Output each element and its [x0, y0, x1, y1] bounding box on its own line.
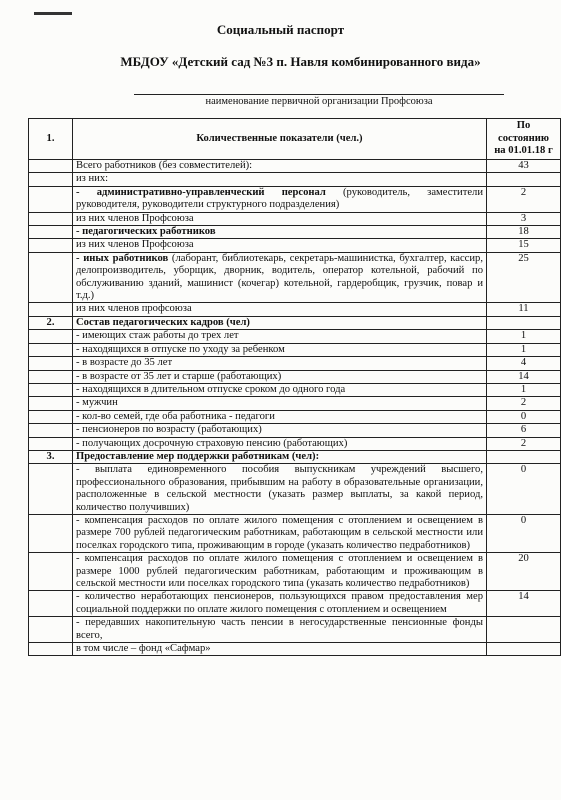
indicator-label: - мужчин: [76, 397, 118, 409]
row-number-cell: [29, 239, 73, 252]
indicator-label: - в возрасте от 35 лет и старше (работающих): [76, 370, 282, 382]
indicator-label: - находящихся в длительном отпуске сроком до одного года: [76, 383, 346, 395]
indicator-value: 2: [487, 186, 561, 212]
table-row: [29, 212, 561, 225]
table-row: [29, 514, 561, 552]
row-number-cell: [29, 397, 73, 410]
table-row: [29, 186, 561, 212]
table-row: [29, 437, 561, 450]
row-number-cell: [29, 212, 73, 225]
indicator-label: - количество неработающих пенсионеров, пользующихся правом предоставления мер социальной поддержки по оплате жилого помещения с отоплением и освещением: [76, 591, 483, 615]
indicator-category: - педагогических работников: [76, 226, 216, 238]
section-number: 2.: [29, 316, 73, 329]
indicator-value: 0: [487, 464, 561, 515]
indicator-value: [487, 173, 561, 186]
indicator-cell: [73, 437, 487, 450]
indicator-cell: [73, 343, 487, 356]
indicator-value: 20: [487, 553, 561, 591]
indicator-cell: [73, 617, 487, 643]
indicator-cell: [73, 357, 487, 370]
row-number-cell: [29, 186, 73, 212]
indicator-cell: [73, 212, 487, 225]
indicator-category: - административно-управленческий персонал: [76, 186, 326, 198]
org-name-line: [134, 93, 504, 95]
indicator-value: 25: [487, 252, 561, 303]
indicator-value: 1: [487, 383, 561, 396]
table-row: [29, 370, 561, 383]
indicator-label: - пенсионеров по возрасту (работающих): [76, 424, 262, 436]
section-title: Предоставление мер поддержки работникам (чел):: [73, 450, 487, 463]
indicator-cell: [73, 303, 487, 316]
indicator-value: 2: [487, 397, 561, 410]
indicator-value: 0: [487, 410, 561, 423]
indicator-cell: [73, 591, 487, 617]
indicator-label: - получающих досрочную страховую пенсию (работающих): [76, 437, 348, 449]
indicator-cell: [73, 239, 487, 252]
org-name-caption: наименование первичной организации Профсоюза: [205, 96, 433, 107]
indicator-value: 4: [487, 357, 561, 370]
indicator-label: - передавших накопительную часть пенсии в негосударственные пенсионные фонды всего,: [76, 617, 483, 641]
table-row: [29, 252, 561, 303]
indicator-label: из них членов Профсоюза: [76, 239, 194, 251]
row-number-cell: [29, 617, 73, 643]
indicator-label: в том числе – фонд «Сафмар»: [76, 643, 211, 655]
indicator-label: - находящихся в отпуске по уходу за ребенком: [76, 343, 285, 355]
indicator-label: - имеющих стаж работы до трех лет: [76, 330, 239, 342]
indicator-label: - компенсация расходов по оплате жилого помещения с отоплением и освещением в размере 700 рублей педагогическим работникам, работающим в сельской местности или поселках городского типа, проживающим в городе (указать количество педработников): [76, 514, 483, 551]
indicator-cell: [73, 464, 487, 515]
indicator-label: из них членов Профсоюза: [76, 212, 194, 224]
row-number-cell: [29, 330, 73, 343]
indicator-cell: [73, 383, 487, 396]
table-row: [29, 464, 561, 515]
indicator-cell: [73, 424, 487, 437]
header-state-line3: на 01.01.18 г: [494, 145, 553, 157]
indicator-value: 3: [487, 212, 561, 225]
indicator-value: 0: [487, 514, 561, 552]
indicator-cell: [73, 553, 487, 591]
table-row: [29, 343, 561, 356]
table-row: [29, 383, 561, 396]
table-row: [29, 591, 561, 617]
indicator-cell: [73, 160, 487, 173]
indicator-value: 6: [487, 424, 561, 437]
row-number-cell: [29, 514, 73, 552]
row-number-cell: [29, 553, 73, 591]
section-row: [29, 316, 561, 329]
indicator-cell: [73, 397, 487, 410]
row-number-cell: [29, 410, 73, 423]
indicator-value: 2: [487, 437, 561, 450]
indicator-value: 1: [487, 330, 561, 343]
indicator-value: 15: [487, 239, 561, 252]
indicator-cell: [73, 410, 487, 423]
table-row: [29, 173, 561, 186]
document-subtitle: МБДОУ «Детский сад №3 п. Навля комбинированного вида»: [120, 54, 481, 69]
indicator-value: [487, 617, 561, 643]
indicator-value: 14: [487, 370, 561, 383]
row-number-cell: [29, 383, 73, 396]
indicator-value: 1: [487, 343, 561, 356]
row-number-cell: [29, 437, 73, 450]
row-number-cell: [29, 370, 73, 383]
section-title: Состав педагогических кадров (чел): [73, 316, 487, 329]
row-number-cell: [29, 591, 73, 617]
social-passport-table: [28, 118, 561, 656]
indicator-cell: [73, 252, 487, 303]
header-state-line2: состоянию: [498, 132, 549, 144]
row-number-cell: [29, 160, 73, 173]
section-row: [29, 450, 561, 463]
indicator-cell: [73, 173, 487, 186]
header-number: 1.: [29, 119, 73, 160]
indicator-label: (руководитель, заместители руководителя, руководители структурного подразделения): [76, 186, 483, 211]
table-row: [29, 410, 561, 423]
scan-artifact: [34, 12, 72, 15]
indicator-value: 14: [487, 591, 561, 617]
indicator-label: из них членов профсоюза: [76, 303, 192, 315]
row-number-cell: [29, 357, 73, 370]
document-title: Социальный паспорт: [216, 22, 345, 37]
indicator-cell: [73, 514, 487, 552]
row-number-cell: [29, 303, 73, 316]
table-row: [29, 617, 561, 643]
header-indicators: Количественные показатели (чел.): [73, 119, 487, 160]
table-row: [29, 160, 561, 173]
table-row: [29, 330, 561, 343]
indicator-label: (лаборант, библиотекарь, секретарь-машинистка, бухгалтер, кассир, делопроизводитель, уборщик, дворник, водитель, оператор котельной, рабочий по обслуживанию зданий, машинист (кочегар) котельной, гардеробщик, грузчик, повар и т.д.): [76, 252, 483, 302]
header-state-date: [487, 119, 561, 160]
row-number-cell: [29, 464, 73, 515]
indicator-label: - выплата единовременного пособия выпускникам учреждений высшего, профессионального образования, прибывшим на работу в образовательные организации, расположенные в сельской местности (указать размер выплаты, за какой период, количество получивших): [76, 464, 483, 513]
indicator-label: - кол-во семей, где оба работника - педагоги: [76, 410, 275, 422]
section-value: [487, 316, 561, 329]
table-header-row: [29, 119, 561, 160]
table-row: [29, 357, 561, 370]
indicator-label: из них:: [76, 173, 109, 185]
row-number-cell: [29, 226, 73, 239]
table-row: [29, 303, 561, 316]
row-number-cell: [29, 173, 73, 186]
indicator-label: Всего работников (без совместителей):: [76, 160, 253, 171]
table-row: [29, 397, 561, 410]
indicator-label: - компенсация расходов по оплате жилого помещения с отоплением и освещением в размере 1000 рублей педагогическим работникам, работающим и проживающим в сельской местности или поселках городского типа (указать количество педработников): [76, 553, 483, 589]
indicator-cell: [73, 370, 487, 383]
header-state-line1: По: [516, 120, 531, 132]
table-row: [29, 553, 561, 591]
row-number-cell: [29, 424, 73, 437]
indicator-cell: [73, 186, 487, 212]
indicator-value: 18: [487, 226, 561, 239]
row-number-cell: [29, 343, 73, 356]
indicator-cell: [73, 226, 487, 239]
indicator-value: 43: [487, 160, 561, 173]
row-number-cell: [29, 643, 73, 656]
section-number: 3.: [29, 450, 73, 463]
indicator-cell: [73, 643, 487, 656]
indicator-value: [487, 643, 561, 656]
indicator-label: - в возрасте до 35 лет: [76, 357, 173, 369]
row-number-cell: [29, 252, 73, 303]
indicator-category: - иных работников: [76, 252, 169, 264]
indicator-cell: [73, 330, 487, 343]
table-row: [29, 226, 561, 239]
table-row: [29, 424, 561, 437]
indicator-value: 11: [487, 303, 561, 316]
table-row: [29, 643, 561, 656]
section-value: [487, 450, 561, 463]
table-row: [29, 239, 561, 252]
